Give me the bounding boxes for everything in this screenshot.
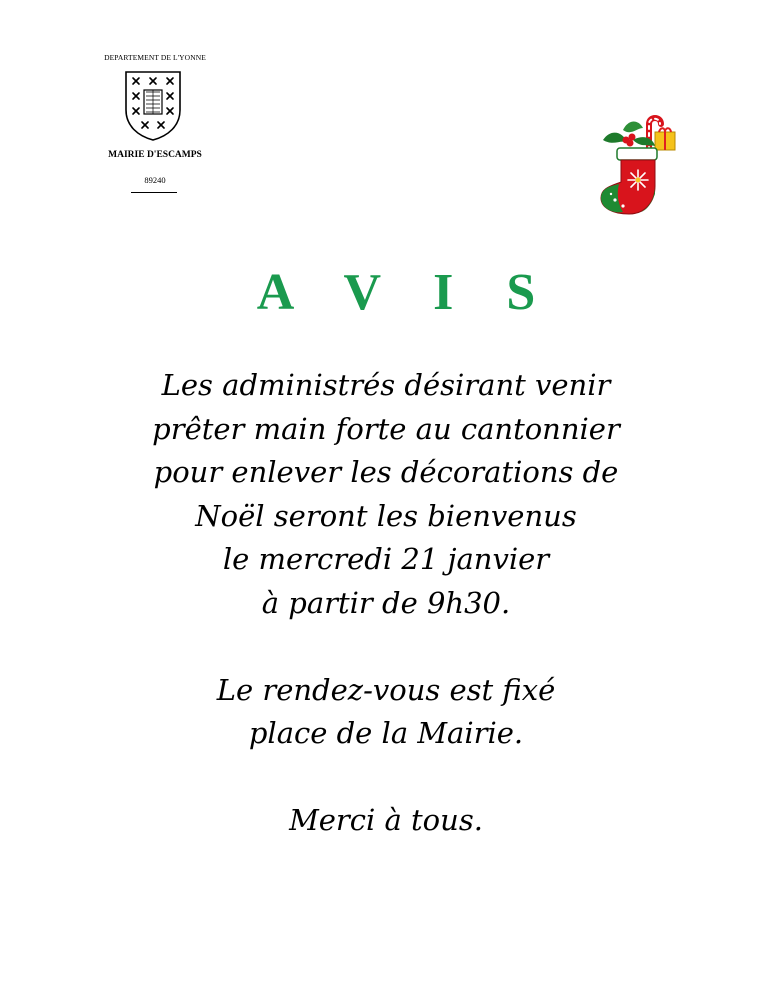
header-divider [131,192,177,193]
coat-of-arms-icon [122,70,184,142]
notice-line: place de la Mairie. [248,716,524,750]
notice-body [0,364,772,843]
closing-line: Merci à tous. [289,803,483,837]
notice-line: Le rendez-vous est fixé [216,672,556,707]
notice-line: pour enlever les décorations de [153,455,619,489]
notice-line: le mercredi 21 janvier [222,542,550,576]
department-label: DEPARTEMENT DE L'YONNE [104,53,206,62]
christmas-stocking-icon [593,110,685,222]
postal-code: 89240 [144,175,166,185]
paragraph-spacer [0,756,772,800]
notice-line: à partir de 9h30. [261,585,511,620]
notice-line: Les administrés désirant venir [161,368,611,402]
notice-line: Noël seront les bienvenus [195,498,577,533]
notice-line: prêter main forte au cantonnier [152,411,620,446]
mairie-label: MAIRIE D'ESCAMPS [108,150,202,160]
paragraph-spacer [0,625,772,669]
notice-title: A V I S [256,264,556,321]
